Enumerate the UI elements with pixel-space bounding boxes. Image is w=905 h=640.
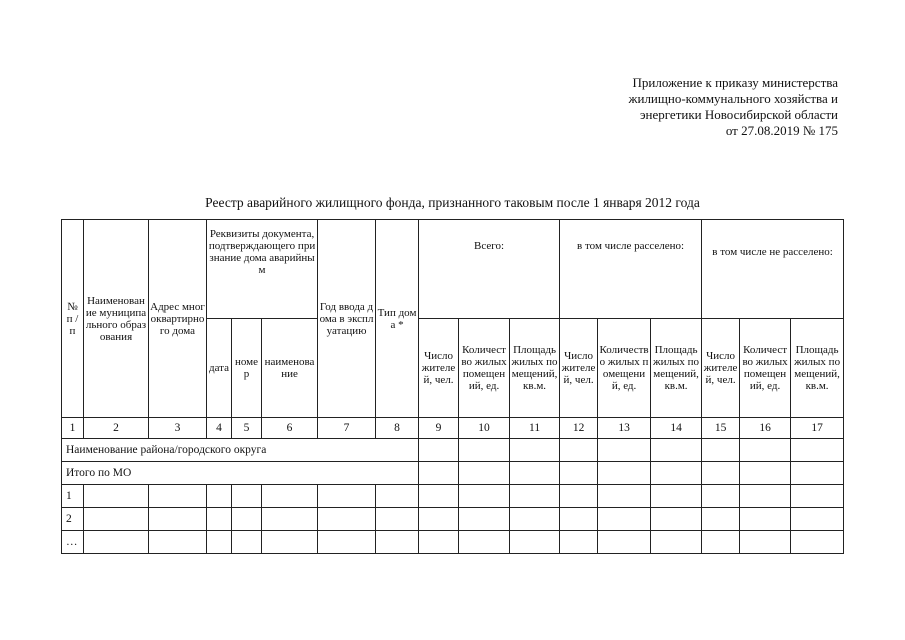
data-cell: [560, 531, 598, 554]
header-cell: Количество жилых помещений, ед.: [740, 319, 791, 418]
data-cell: [262, 531, 318, 554]
table-row: [62, 485, 844, 508]
data-cell: [419, 462, 459, 485]
data-cell: [510, 462, 560, 485]
data-cell: [702, 508, 740, 531]
table-row: [62, 508, 844, 531]
header-cell: Число жителей, чел.: [419, 319, 459, 418]
data-cell: [149, 531, 207, 554]
data-cell: [207, 531, 232, 554]
data-cell: [598, 485, 651, 508]
data-cell: [702, 485, 740, 508]
data-cell: [702, 462, 740, 485]
header-cell: Наименование муниципального образования: [84, 220, 149, 418]
appendix-line: жилищно-коммунального хозяйства и: [628, 91, 838, 106]
appendix-date-number: от 27.08.2019 № 175: [725, 123, 838, 138]
header-cell: Площадь жилых помещений, кв.м.: [791, 319, 844, 418]
column-number: 8: [376, 418, 419, 439]
column-number: 2: [84, 418, 149, 439]
data-cell: [207, 485, 232, 508]
header-cell: наименование: [262, 319, 318, 418]
header-cell: Всего:: [419, 220, 560, 319]
header-cell: номер: [232, 319, 262, 418]
data-cell: [207, 508, 232, 531]
column-number: 17: [791, 418, 844, 439]
data-cell: [232, 485, 262, 508]
header-cell: в том числе расселено:: [560, 220, 702, 319]
data-cell: [149, 508, 207, 531]
column-number: 1: [62, 418, 84, 439]
data-cell: [459, 531, 510, 554]
column-number: 4: [207, 418, 232, 439]
data-cell: [791, 439, 844, 462]
data-cell: [318, 531, 376, 554]
header-cell: Количество жилых помещений, ед.: [598, 319, 651, 418]
header-cell: Количество жилых помещений, ед.: [459, 319, 510, 418]
district-name-cell: Наименование района/городского округа: [62, 439, 419, 462]
data-cell: [84, 531, 149, 554]
data-cell: [791, 531, 844, 554]
header-cell: Реквизиты документа, подтверждающего признание дома аварийным: [207, 220, 318, 319]
header-cell: Число жителей, чел.: [702, 319, 740, 418]
data-cell: [84, 508, 149, 531]
data-cell: [560, 439, 598, 462]
data-cell: [419, 485, 459, 508]
data-cell: [598, 462, 651, 485]
header-cell: в том числе не расселено:: [702, 220, 844, 319]
data-cell: [560, 508, 598, 531]
data-cell: [651, 462, 702, 485]
data-cell: [702, 439, 740, 462]
column-number: 10: [459, 418, 510, 439]
data-cell: [791, 462, 844, 485]
data-cell: [651, 485, 702, 508]
data-cell: [419, 531, 459, 554]
data-cell: [560, 485, 598, 508]
header-cell: Площадь жилых помещений, кв.м.: [651, 319, 702, 418]
row-number: 1: [62, 485, 84, 508]
data-cell: [419, 508, 459, 531]
data-cell: [376, 531, 419, 554]
column-number: 13: [598, 418, 651, 439]
data-cell: [262, 485, 318, 508]
column-number: 15: [702, 418, 740, 439]
data-cell: [419, 439, 459, 462]
data-cell: [84, 485, 149, 508]
data-cell: [318, 485, 376, 508]
data-cell: [459, 485, 510, 508]
data-cell: [651, 439, 702, 462]
column-number: 7: [318, 418, 376, 439]
registry-table: [61, 219, 844, 554]
data-cell: [376, 485, 419, 508]
header-cell: дата: [207, 319, 232, 418]
row-number: 2: [62, 508, 84, 531]
data-cell: [791, 485, 844, 508]
data-cell: [702, 531, 740, 554]
data-cell: [149, 485, 207, 508]
data-cell: [510, 485, 560, 508]
appendix-header: [538, 75, 838, 139]
data-cell: [740, 462, 791, 485]
data-cell: [510, 531, 560, 554]
data-cell: [740, 531, 791, 554]
column-number: 3: [149, 418, 207, 439]
data-cell: [232, 531, 262, 554]
data-cell: [459, 462, 510, 485]
header-cell: Тип дома *: [376, 220, 419, 418]
header-cell: Адрес многоквартирного дома: [149, 220, 207, 418]
data-cell: [262, 508, 318, 531]
column-number: 11: [510, 418, 560, 439]
header-cell: Число жителей, чел.: [560, 319, 598, 418]
data-cell: [318, 508, 376, 531]
appendix-line: Приложение к приказу министерства: [632, 75, 838, 90]
header-cell: № п / п: [62, 220, 84, 418]
appendix-line: энергетики Новосибирской области: [639, 107, 838, 122]
data-cell: [510, 439, 560, 462]
column-number: 14: [651, 418, 702, 439]
data-cell: [740, 439, 791, 462]
data-cell: [740, 485, 791, 508]
data-cell: [598, 439, 651, 462]
document-title: Реестр аварийного жилищного фонда, признанного таковым после 1 января 2012 года: [205, 195, 700, 210]
data-cell: [791, 508, 844, 531]
data-cell: [560, 462, 598, 485]
table-row: [62, 439, 844, 462]
header-cell: Площадь жилых помещений, кв.м.: [510, 319, 560, 418]
table-row: [62, 462, 844, 485]
column-number: 16: [740, 418, 791, 439]
row-number: …: [62, 531, 84, 554]
total-mo-cell: Итого по МО: [62, 462, 419, 485]
data-cell: [598, 508, 651, 531]
data-cell: [459, 508, 510, 531]
column-number: 9: [419, 418, 459, 439]
column-number: 6: [262, 418, 318, 439]
data-cell: [376, 508, 419, 531]
data-cell: [232, 508, 262, 531]
data-cell: [740, 508, 791, 531]
column-number: 5: [232, 418, 262, 439]
data-cell: [651, 531, 702, 554]
data-cell: [510, 508, 560, 531]
table-row: [62, 531, 844, 554]
column-number: 12: [560, 418, 598, 439]
header-cell: Год ввода дома в эксплуатацию: [318, 220, 376, 418]
data-cell: [651, 508, 702, 531]
data-cell: [459, 439, 510, 462]
data-cell: [598, 531, 651, 554]
